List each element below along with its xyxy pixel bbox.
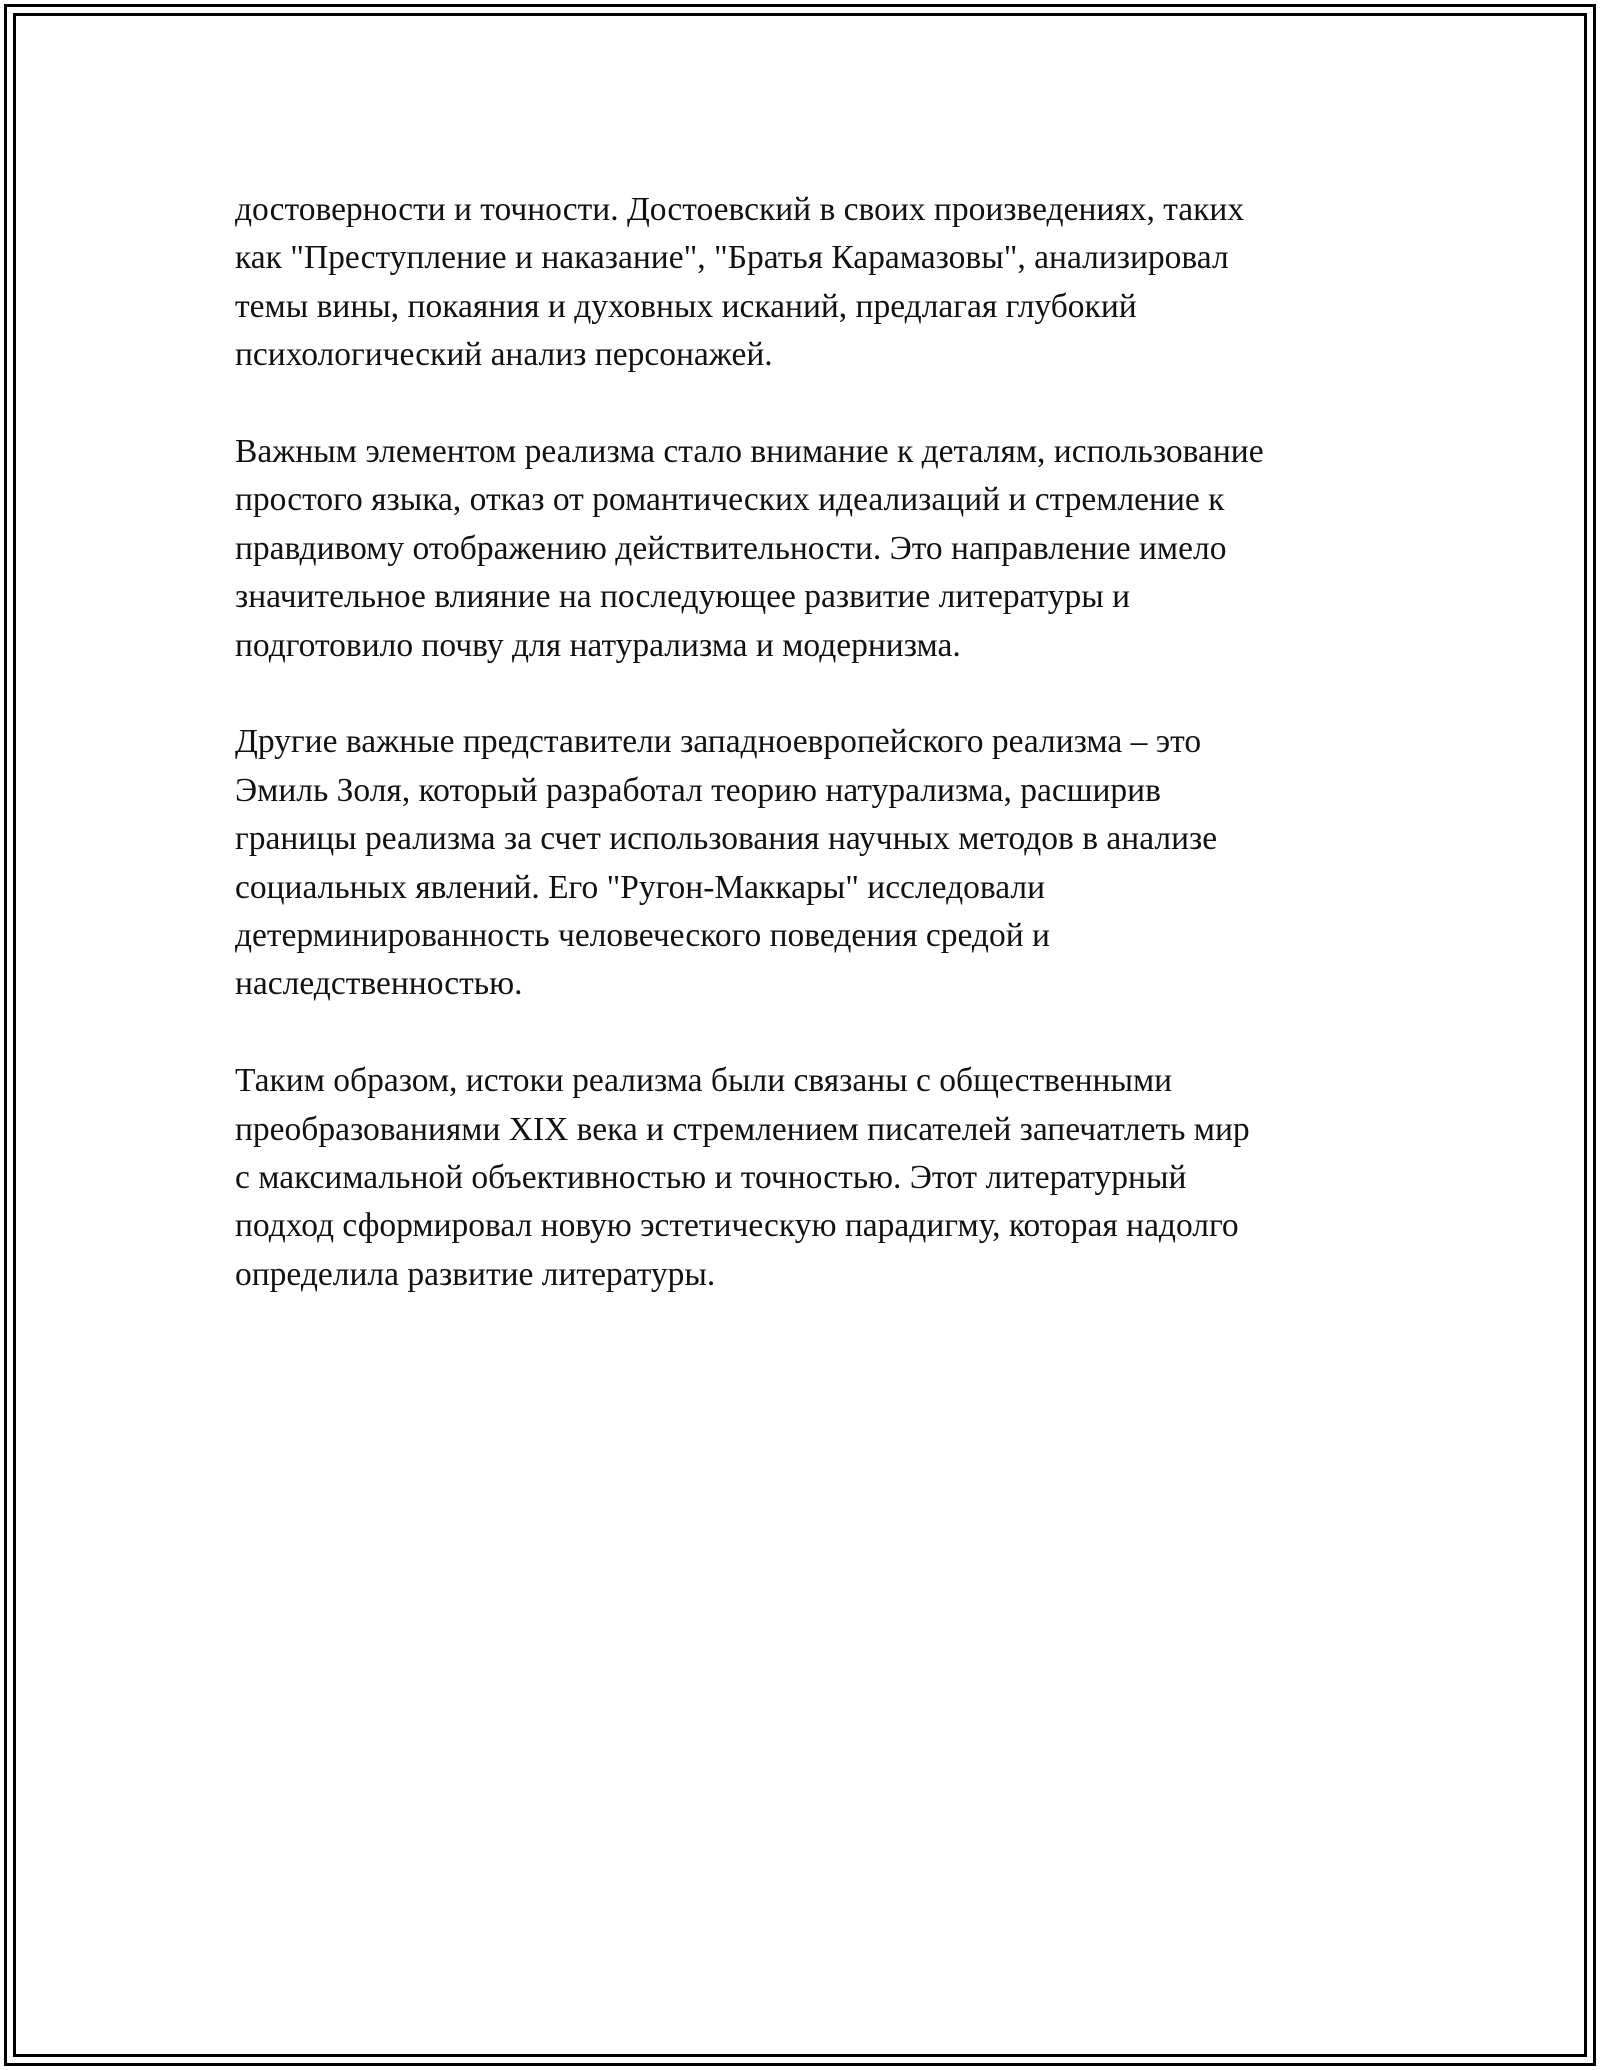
paragraph-1: достоверности и точности. Достоевский в своих произведениях, таких как "Преступление и наказание", "Братья Карамазовы", анализировал темы вины, покаяния и духовных исканий, предлагая глубокий психологический анализ персонажей. — [235, 191, 1245, 374]
paragraph-4: Таким образом, истоки реализма были связаны с общественными преобразованиями XIX века и стремлением писателей запечатлеть мир с максимальной объективностью и точностью. Этот литературный подход сформировал новую эстетическую парадигму, которая надолго определила развитие литературы. — [235, 1062, 1250, 1293]
paragraph-3: Другие важные представители западноевропейского реализма – это Эмиль Золя, который разработал теорию натурализма, расширив границы реализма за счет использования научных методов в анализе социальных явлений. Его "Ругон-Маккары" исследовали детерминированность человеческого поведения средой и наследственностью. — [235, 723, 1218, 1003]
document-body — [235, 186, 1385, 1348]
paragraph-2: Важным элементом реализма стало внимание к деталям, использование простого языка, отказ от романтических идеализаций и стремление к правдивому отображению действительности. Это направление имело значительное влияние на последующее развитие литературы и подготовило почву для натурализма и модернизма. — [235, 433, 1264, 664]
